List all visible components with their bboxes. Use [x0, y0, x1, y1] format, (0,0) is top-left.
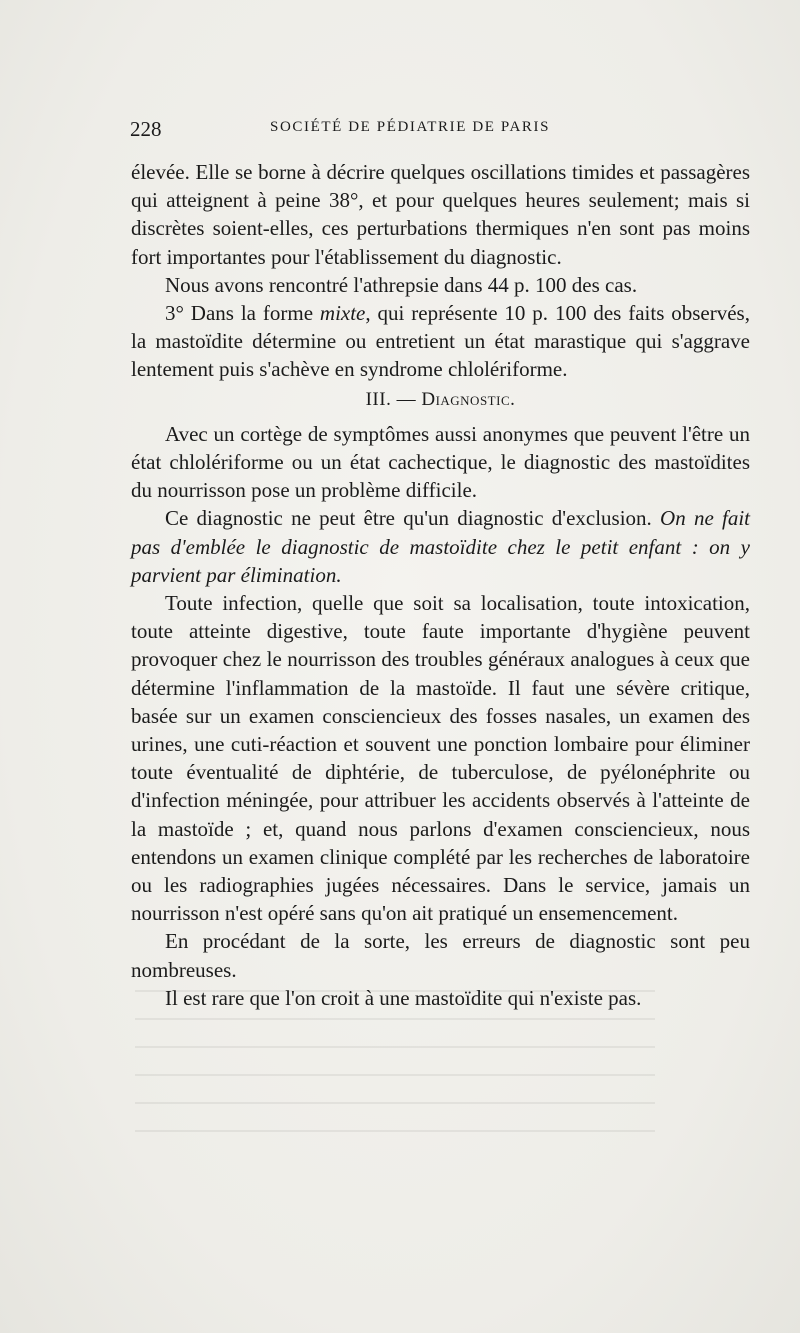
paragraph-8: Il est rare que l'on croit à une mastoïdite qui n'existe pas.	[165, 985, 642, 1010]
paragraph-7: En procédant de la sorte, les erreurs de diagnostic sont peu nombreuses.	[131, 929, 750, 982]
paragraph-3-italic: mixte	[319, 301, 366, 326]
paragraph-3	[131, 299, 750, 384]
running-title: SOCIÉTÉ DE PÉDIATRIE DE PARIS	[270, 119, 551, 135]
paragraph-6: Toute infection, quelle que soit sa localisation, toute intoxication, toute atteinte digestive, toute faute importante d'hygiène peuvent provoquer chez le nourrisson des troubles généraux analogues à ceux que détermine l'inflammation de la mastoïde. Il faut une sévère critique, basée sur un examen consciencieux des fosses nasales, un examen des urines, une cuti-réaction et souvent une ponction lombaire pour éliminer toute éventualité de diphtérie, de tuberculose, de pyélonéphrite ou d'infection méningée, pour attribuer les accidents observés à l'atteinte de la mastoïde ; et, quand nous parlons d'examen consciencieux, nous entendons un examen clinique complété par les recherches de laboratoire ou les radiographies jugées nécessaires. Dans le service, jamais un nourrisson n'est opéré sans qu'on ait pratiqué un ensemencement.	[131, 591, 750, 926]
section-heading	[131, 386, 750, 414]
paragraph-5-italic: On ne fait pas d'emblée le diagnostic de mastoïdite chez le petit enfant : on y parvient par élimination.	[131, 506, 750, 587]
page-number: 228	[130, 117, 162, 141]
body-text	[131, 158, 750, 1012]
paragraph-5	[131, 504, 750, 589]
paragraph-3-start: 3° Dans la forme	[165, 301, 320, 326]
page-header	[130, 117, 742, 143]
section-title: Diagnostic.	[421, 388, 516, 410]
section-number: III. —	[365, 388, 422, 410]
paragraph-2: Nous avons rencontré l'athrepsie dans 44 p. 100 des cas.	[165, 272, 638, 297]
show-through-texture	[135, 990, 655, 1150]
paragraph-3-end: , qui représente 10 p. 100 des faits observés, la mastoïdite détermine ou entretient un état marastique qui s'aggrave lentement puis s'achève en syndrome chlolériforme.	[131, 301, 750, 382]
paragraph-5-start: Ce diagnostic ne peut être qu'un diagnostic d'exclusion.	[165, 506, 661, 531]
paragraph-4: Avec un cortège de symptômes aussi anonymes que peuvent l'être un état chlolériforme ou un état cachectique, le diagnostic des mastoïdites du nourrisson pose un problème difficile.	[131, 421, 750, 503]
paragraph-1: élevée. Elle se borne à décrire quelques oscillations timides et passagères qui atteignent à peine 38°, et pour quelques heures seulement; mais si discrètes soient-elles, ces perturbations thermiques n'en sont pas moins fort importantes pour l'établissement du diagnostic.	[131, 160, 750, 269]
